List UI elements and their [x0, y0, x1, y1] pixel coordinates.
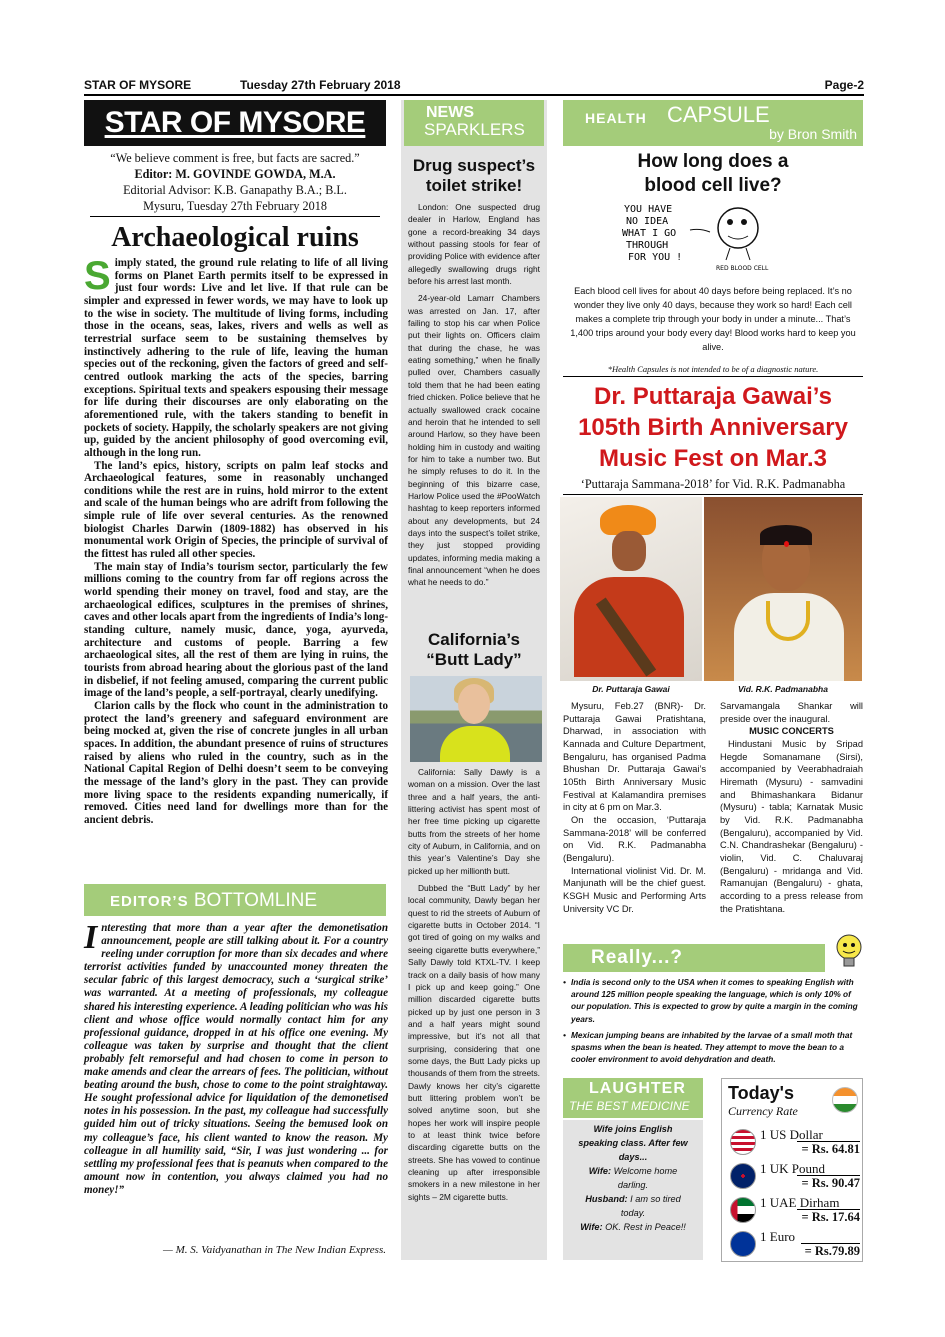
story-paragraph: 24-year-old Lamarr Chambers was arrested on Jan. 17, after failing to stop his car when Police put their lights on. Officers claim that during the chase, he was eating something,” when he finally pulled over, Chambers casually told them that he had been eating fried chicken. Police believe that he actually swallowed crack cocaine and heroin that he intended to sell around Harlow, so they have been holding him in custody and waiting for him to take a number two. But he simply refuses to do it. In the beginning of this bizarre case, Harlow Police used the #PooWatch hashtag to keep reporters informed about any developments, but 24 days into the suspect’s toilet strike, they just stopped providing updates, informing media making a final announcement “when he does what he needs to do.”	[408, 293, 540, 588]
cell-eye	[741, 219, 747, 225]
headline-line: blood cell live?	[644, 175, 782, 196]
story-paragraph: Mysuru, Feb.27 (BNR)- Dr. Puttaraja Gawai Pratishtana, Dharwad, in association with Kannada and Culture Department, Bengaluru, has organised Padma Bhushan Dr. Puttaraja Gawai’s 105th Birth Anniversary Music Festival at Kalamandira premises in city at 6 pm on Mar.3.	[563, 701, 706, 813]
header-page-number: Page-2	[824, 78, 864, 92]
dateline: Mysuru, Tuesday 27th February 2018	[143, 199, 327, 213]
sparklers-banner	[404, 100, 544, 146]
headline-line: Dr. Puttaraja Gawai’s	[594, 383, 832, 410]
uae-flag-icon	[730, 1197, 756, 1223]
drug-story-body	[408, 201, 540, 594]
list-item: • India is second only to the USA when it comes to speaking English with around 125 million people speaking the language, which is only 10% of our population. This is expected to grow by quite a margin in the coming years.	[563, 976, 865, 1025]
currency-name: 1 UAE Dirham	[760, 1195, 840, 1210]
running-header	[84, 76, 864, 96]
editorial-title: Archaeological ruins	[111, 222, 359, 253]
joke-speaker: Wife:	[588, 1166, 612, 1176]
bottomline-banner	[84, 884, 386, 916]
editorial-body	[84, 254, 388, 827]
cartoon-text: NO IDEA	[626, 216, 669, 227]
sparklers-banner-b: SPARKLERS	[424, 120, 525, 139]
butt-lady-body	[408, 766, 540, 1208]
currency-header	[728, 1083, 798, 1119]
currency-subtitle: Currency Rate	[728, 1104, 798, 1118]
header-paper-name: STAR OF MYSORE	[84, 78, 192, 92]
speech-line	[690, 229, 710, 232]
masthead	[84, 100, 386, 146]
photo-caption: Dr. Puttaraja Gawai	[592, 684, 670, 694]
cell-leg	[746, 248, 750, 260]
headline-line: 105th Birth Anniversary	[578, 414, 848, 441]
cartoon-text: FOR YOU !	[628, 252, 683, 263]
motto: “We believe comment is free, but facts are sacred.”	[110, 151, 360, 165]
fest-body-left	[563, 700, 706, 915]
editorial-dropcap: S	[84, 254, 111, 298]
story-paragraph: Sarvamangala Shankar will preside over the inaugural.	[720, 701, 863, 724]
currency-rate: = Rs. 90.47	[797, 1175, 860, 1191]
joke-setup: Wife joins English speaking class. After few days...	[578, 1124, 688, 1162]
bottomline-banner-b: BOTTOMLINE	[193, 890, 318, 911]
photo-body	[574, 577, 684, 677]
bottomline-body	[84, 919, 388, 1197]
story-paragraph: London: One suspected drug dealer in Harlow, England has gone a record-breaking 34 days without passing stools for fear of providing Police with evidence after allegedly swallowing drugs right before his arrest last month.	[408, 202, 540, 287]
story-paragraph: Dubbed the “Butt Lady” by her local community, Dawly began her quest to rid the streets of Auburn of cigarette butts in October 2014. “I got tired of going on my walks and seeing cigarette butts everywhere,” Sally Dawly told KTXL-TV. I keep track on a daily basis of how many I pick up and keep going.” One million discarded cigarette butts picked up by just one person in 3 and a half years might sound impressive, but it’s not all that surprising, considering that one some days, the Butt Lady picks up thousands of them from the streets. Dawly knows her city’s cigarette butt littering problem won’t be solved anytime soon, but she hopes her work will inspire people to at least think twice before discarding cigarette butts on the streets. She has vowed to continue cleaning up after irresponsible smokers in a new milestone in her sights – 2M cigarette butts.	[408, 883, 540, 1202]
currency-name: 1 Euro	[760, 1229, 796, 1244]
currency-rate: = Rs. 17.64	[797, 1209, 860, 1225]
editorial-paragraph: The land’s epics, history, scripts on palm leaf stocks and Archaeological features, some in reasonably unchanged conditions while the rest are in ruins, hold mirror to the extent and scale of the human beings who are adrift from following the simple rule of life over several centuries. As the renowned biologist Charles Darwin (1809-1882) has observed in his monumental work Origin of Species, the principle of survival of the fittest has ruled all other species.	[84, 459, 388, 561]
butt-lady-headline	[404, 630, 544, 670]
editorial-paragraph: The main stay of India’s tourism sector, particularly the few millions coming to the country from far off regions across the world spending their money on travel, food and stay, are the archaeological edifices, sculptures in the premises of shrines, caves and other locals apart from the ingredients of India’s long-standing culture, namely music, dance, yoga, ayurveda, architecture and customs of people. Barring a few archaeological sites, all the rest of them are lying in ruins, the tourists from abroad hearing about the glorious past of the land in disbelief, if not feeling amused, comparing the current public image of the land’s people, a self-portrayal, clearly unedifying.	[84, 560, 388, 700]
health-banner	[563, 100, 863, 146]
editorial-paragraph: imply stated, the ground rule relating to life of all living forms on Planet Earth permits itself to be expressed in just four words: Live and let live. If that rule can be simpler and expressed in fewer words, we may have to look up to the wise in society. The multitude of living forms, including those in the oceans, seas, lakes, rivers and wells as well as terrestrial surface seem to be sustaining themselves by instinctively adhering to the rule of life, leaving the human species out of the reckoning, given the factors of greed and self-centred outlook marking the acts of the species, barring exceptions. Spiritual texts and speakers espousing their message for life during their discourses are only elaborating on the aforementioned rule, with the takers standing to benefit in pockets of society. Happily, the scholarly speakers are not giving up, guided by the ancient philosophy of good overcoming evil, although in the long run.	[84, 257, 388, 459]
laughter-banner	[563, 1078, 703, 1118]
health-note: *Health Capsules is not intended to be of a diagnostic nature.	[563, 364, 863, 377]
laughter-banner-b: THE BEST MEDICINE	[569, 1099, 690, 1113]
uk-flag-icon	[730, 1163, 756, 1189]
really-banner	[563, 944, 825, 972]
cartoon-text: WHAT I GO	[622, 228, 677, 239]
laughter-banner-a: LAUGHTER	[589, 1080, 686, 1097]
photo-caption: Vid. R.K. Padmanabha	[738, 684, 828, 694]
story-paragraph: California: Sally Dawly is a woman on a mission. Over the last three and a half years, the anti-littering activist has spent most of her free time picking up cigarette butts from the streets of her home city of Auburn, in California, and on this year’s Valentine’s Day she picked up her millionth butt.	[408, 767, 540, 876]
currency-box	[721, 1078, 863, 1262]
blood-cell-icon	[718, 208, 758, 248]
cartoon-text: THROUGH	[626, 240, 669, 251]
photo-tilak	[784, 541, 789, 547]
editorial-paragraph: Clarion calls by the flock who count in the administration to protect the land’s greenery and safeguard environment are being mocked at, given the rise of concrete jungles in all urban spaces. In addition, the abundant presence of ruins of structures raised by aliens who ruled in the country, such as in the National Capital Region of Delhi doesn’t seem to be conveying the message of the land’s glory in the past. They can provide more living space to the residents expanding numerically, if removed. Cities need land for dwellings more than for the ancient debris.	[84, 699, 388, 826]
joke-speaker: Wife:	[580, 1222, 603, 1232]
currency-row	[726, 1195, 860, 1229]
photo-face	[612, 531, 646, 571]
health-headline	[563, 150, 863, 198]
masthead-title: STAR OF MYSORE	[104, 106, 366, 139]
bottomline-dropcap: I	[84, 919, 98, 956]
currency-row	[726, 1229, 860, 1263]
photo-face	[458, 684, 490, 724]
currency-rate: = Rs.79.89	[801, 1243, 860, 1259]
editor-line: Editor: M. GOVINDE GOWDA, M.A.	[134, 167, 336, 181]
lightbulb-icon	[832, 932, 866, 972]
joke-line: OK. Rest in Peace!!	[602, 1222, 686, 1232]
laughter-body	[563, 1120, 703, 1260]
header-date: Tuesday 27th February 2018	[240, 78, 401, 92]
health-banner-c: by Bron Smith	[769, 126, 857, 142]
list-item: • Mexican jumping beans are inhabited by the larvae of a small moth that spasms when the bean is heated. They attempt to move the bean to a cooler environment to avoid dehydration and death.	[563, 1029, 865, 1066]
currency-rate: = Rs. 64.81	[797, 1141, 860, 1157]
cartoon-label: RED BLOOD CELL	[716, 265, 769, 272]
headline-line: California’s	[428, 630, 520, 649]
currency-row	[726, 1161, 860, 1195]
bottomline-credit: — M. S. Vaidyanathan in The New Indian Express.	[163, 1244, 386, 1256]
joke-line: I am so tired today.	[620, 1194, 681, 1218]
eu-flag-icon	[730, 1231, 756, 1257]
health-banner-a: HEALTH	[585, 110, 647, 126]
drug-story-headline	[404, 156, 544, 196]
currency-title: Today's	[728, 1083, 794, 1103]
advisor-line: Editorial Advisor: K.B. Ganapathy B.A.; B.L.	[123, 183, 347, 197]
gawai-photo	[560, 497, 702, 681]
headline-line: How long does a	[637, 151, 789, 172]
cell-leg	[726, 248, 730, 260]
headline-line: Music Fest on Mar.3	[598, 445, 828, 472]
us-flag-icon	[730, 1129, 756, 1155]
bottomline-text: nteresting that more than a year after the demonetisation announcement, people are still talking about it. For a country reeling under corruption for more than six decades and where terrorist activities funded by unaccounted money threaten the secular fabric of this largest democracy, such a ‘surgical strike’ was warranted. At a meeting of professionals, my colleague shared his interesting experience. A leading politician who was his client and whose office would normally contact him for any professional guidance, dropped in at his office one evening. My colleague was taken by surprise and thought that the client probably felt remorseful and had chosen to come in person to make amends and clear the arrears of fees. The politician, without beating around the bush, chose to come to the point straightaway. He sought professional advice for liquidation of the demonetised notes in his possession. In the past, my colleague had successfully guided him out of tricky situations. Seeing the bemused look on my colleague’s face, his client wanted to know the reason. My colleague in all humility said, “Sir, I was just wondering ... for settling my professional fees that is peanuts when compared to the amount now in contention, you always claimed you had no money!”	[84, 922, 388, 1196]
divider	[90, 216, 380, 217]
health-body: Each blood cell lives for about 40 days before being replaced. It’s no wonder they live only 40 days, because they work so hard! Each cell makes a complete trip through your body in under a minute... That’s 1,400 trips around your body every day! Blood works hard to keep you alive.	[570, 286, 856, 353]
butt-lady-photo	[410, 676, 542, 762]
india-flag-icon	[832, 1087, 858, 1113]
health-banner-b: CAPSULE	[667, 102, 770, 127]
padmanabha-photo	[704, 497, 862, 681]
really-list	[563, 976, 865, 1069]
editorial-info	[84, 150, 386, 217]
currency-row	[726, 1127, 860, 1161]
fest-body-right	[720, 700, 863, 915]
story-paragraph: International violinist Vid. Dr. M. Manjunath will be the chief guest. KSGH Music and Performing Arts University VC Dr.	[563, 865, 706, 914]
currency-name: 1 US Dollar	[760, 1127, 823, 1142]
cartoon-text: YOU HAVE	[624, 204, 673, 215]
fest-subheadline: ‘Puttaraja Sammana-2018’ for Vid. R.K. Padmanabha	[563, 477, 863, 495]
headline-line: “Butt Lady”	[426, 650, 522, 669]
fest-subhead: MUSIC CONCERTS	[749, 726, 834, 737]
story-paragraph: On the occasion, ‘Puttaraja Sammana-2018’ will be conferred on Vid. R.K. Padmanabha (Bengaluru).	[563, 814, 706, 863]
really-banner-label: Really...?	[591, 947, 684, 968]
fest-headline	[563, 381, 863, 474]
sparklers-banner-a: NEWS	[426, 104, 474, 121]
bottomline-banner-a: EDITOR’S	[110, 893, 189, 910]
headline-line: toilet strike!	[425, 176, 523, 195]
story-paragraph: Hindustani Music by Sripad Hegde Somanamane (Sirsi), accompanied by Veerabhadraiah Hiremath (Mysuru) - samvadini and Bhimashankara Bidanur (Mysuru) - tabla; Karnatak Music by Vid. R.K. Padmanabha (Bengaluru), accompanied by Vid. C.N. Chandrashekar (Bengaluru) - violin, Vid. C. Chaluvaraj (Bengaluru) - mridanga and Vid. Ramanujan (Bengaluru) - ghata, according to a press release from the Pratishtana.	[720, 738, 863, 914]
joke-speaker: Husband:	[585, 1194, 628, 1204]
currency-name: 1 UK Pound	[760, 1161, 826, 1176]
blood-cell-cartoon	[620, 198, 780, 274]
joke-line: Welcome home darling.	[611, 1166, 678, 1190]
cell-eye	[727, 219, 733, 225]
photo-shirt	[440, 726, 510, 762]
headline-line: Drug suspect’s	[412, 156, 536, 175]
